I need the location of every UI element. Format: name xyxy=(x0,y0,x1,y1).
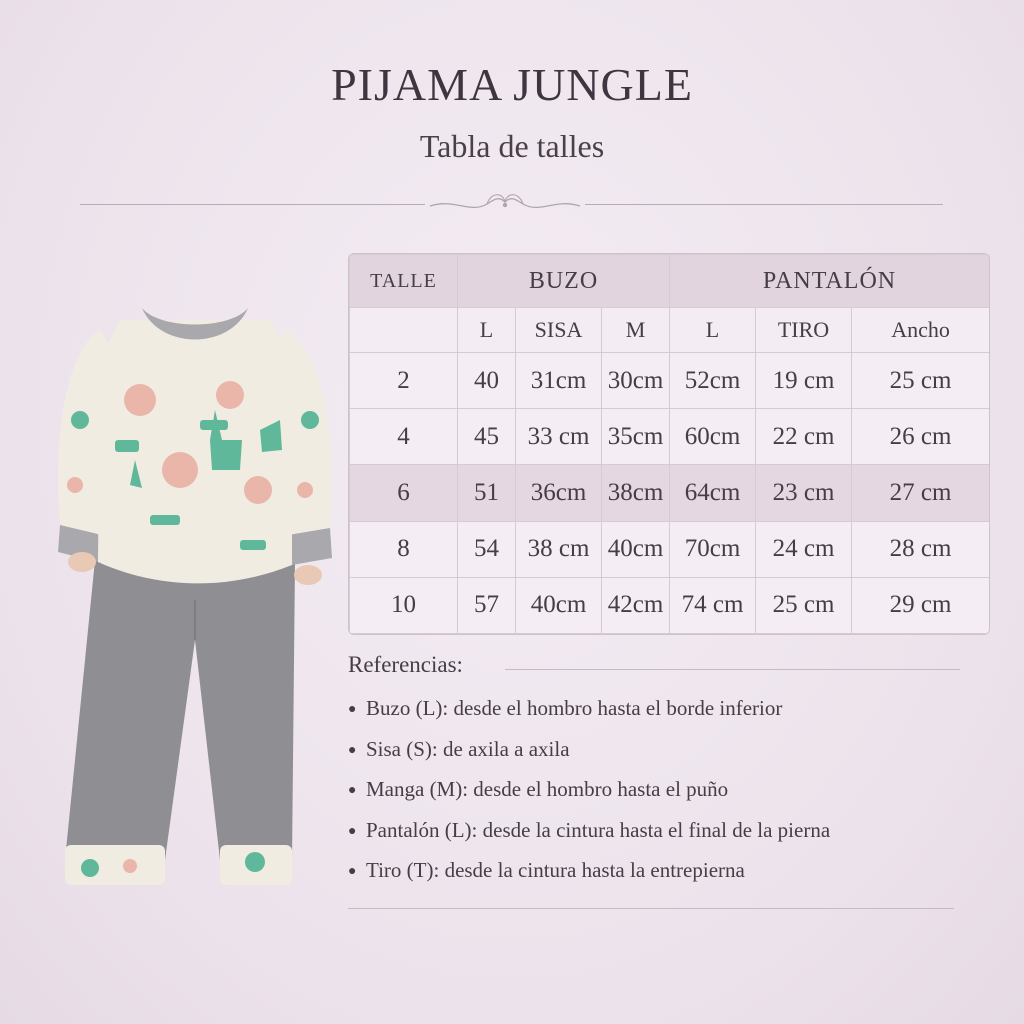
cell-talle: 4 xyxy=(350,409,458,465)
cell-ancho: 29 cm xyxy=(852,577,990,633)
bullet-icon: ● xyxy=(348,783,357,798)
bullet-icon: ● xyxy=(348,864,357,879)
header-buzo: BUZO xyxy=(458,255,670,308)
header-sisa: SISA xyxy=(516,308,602,353)
references-list xyxy=(348,694,830,897)
cell-talle: 2 xyxy=(350,353,458,409)
cell-buzo-l: 51 xyxy=(458,465,516,521)
cell-tiro: 22 cm xyxy=(756,409,852,465)
cell-manga: 42cm xyxy=(602,577,670,633)
cell-buzo-l: 54 xyxy=(458,521,516,577)
size-table xyxy=(348,253,990,635)
reference-text: Buzo (L): desde el hombro hasta el borde inferior xyxy=(366,696,783,720)
cell-pantalon-l: 70cm xyxy=(670,521,756,577)
header-buzo-l: L xyxy=(458,308,516,353)
table-sub-header-row xyxy=(350,308,990,353)
header-empty xyxy=(350,308,458,353)
cell-sisa: 33 cm xyxy=(516,409,602,465)
table-row xyxy=(350,577,990,633)
header-pantalon-l: L xyxy=(670,308,756,353)
cell-talle: 6 xyxy=(350,465,458,521)
flourish-ornament-icon xyxy=(425,188,585,222)
reference-text: Sisa (S): de axila a axila xyxy=(366,736,570,761)
cell-buzo-l: 45 xyxy=(458,409,516,465)
header-pantalon: PANTALÓN xyxy=(670,255,990,308)
bullet-icon: ● xyxy=(348,823,357,839)
cell-manga: 35cm xyxy=(602,409,670,465)
table-row-highlighted xyxy=(350,465,990,521)
list-item xyxy=(348,816,830,857)
divider-right xyxy=(585,204,943,205)
reference-text: Tiro (T): desde la cintura hasta la entrepierna xyxy=(366,858,745,882)
cell-sisa: 40cm xyxy=(516,577,602,633)
list-item xyxy=(348,694,830,735)
cell-pantalon-l: 60cm xyxy=(670,409,756,465)
divider-left xyxy=(80,204,425,205)
list-item xyxy=(348,775,830,816)
cell-ancho: 25 cm xyxy=(852,353,990,409)
reference-text: Pantalón (L): desde la cintura hasta el final de la pierna xyxy=(366,817,831,842)
bottom-divider xyxy=(348,908,954,909)
page-title: PIJAMA JUNGLE xyxy=(331,59,693,110)
cell-talle: 8 xyxy=(350,521,458,577)
cell-sisa: 38 cm xyxy=(516,521,602,577)
header-manga: M xyxy=(602,308,670,353)
cell-tiro: 23 cm xyxy=(756,465,852,521)
cell-tiro: 19 cm xyxy=(756,353,852,409)
table-row xyxy=(350,409,990,465)
references-title: Referencias: xyxy=(348,652,463,677)
table-group-header-row xyxy=(350,255,990,308)
cell-ancho: 26 cm xyxy=(852,409,990,465)
cell-ancho: 27 cm xyxy=(852,465,990,521)
table-row xyxy=(350,353,990,409)
cell-tiro: 25 cm xyxy=(756,577,852,633)
cell-manga: 40cm xyxy=(602,521,670,577)
cell-pantalon-l: 52cm xyxy=(670,353,756,409)
pajama-illustration xyxy=(30,300,350,900)
bullet-icon: ● xyxy=(348,702,357,717)
cell-buzo-l: 57 xyxy=(458,577,516,633)
page-subtitle: Tabla de talles xyxy=(419,128,605,164)
list-item xyxy=(348,856,830,897)
cell-ancho: 28 cm xyxy=(852,521,990,577)
references-divider xyxy=(505,669,960,670)
header-ancho: Ancho xyxy=(852,308,990,353)
list-item xyxy=(348,735,830,776)
cell-sisa: 36cm xyxy=(516,465,602,521)
cell-manga: 38cm xyxy=(602,465,670,521)
header-talle: TALLE xyxy=(350,255,458,308)
reference-text: Manga (M): desde el hombro hasta el puño xyxy=(366,777,729,801)
cell-buzo-l: 40 xyxy=(458,353,516,409)
cell-sisa: 31cm xyxy=(516,353,602,409)
header-tiro: TIRO xyxy=(756,308,852,353)
table-row xyxy=(350,521,990,577)
cell-tiro: 24 cm xyxy=(756,521,852,577)
cell-pantalon-l: 74 cm xyxy=(670,577,756,633)
cell-pantalon-l: 64cm xyxy=(670,465,756,521)
cell-manga: 30cm xyxy=(602,353,670,409)
bullet-icon: ● xyxy=(348,742,357,758)
cell-talle: 10 xyxy=(350,577,458,633)
